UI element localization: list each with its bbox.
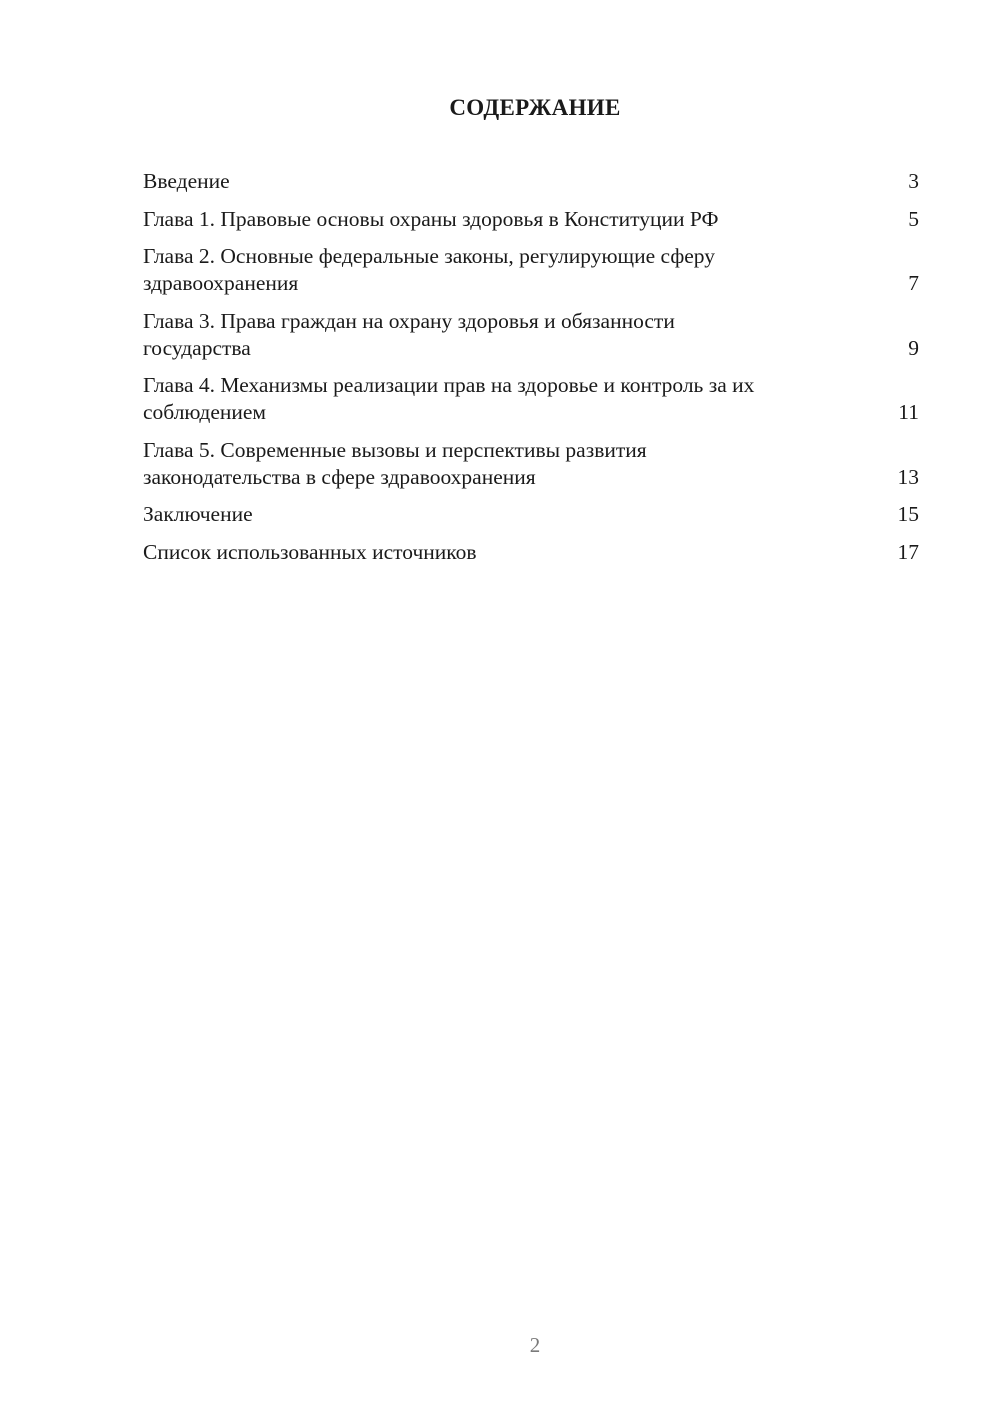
- toc-entry-page: 15: [897, 502, 919, 526]
- toc-entry-page: 7: [908, 271, 919, 295]
- toc-entry-page: 3: [908, 169, 919, 193]
- toc-entry-page: 11: [898, 400, 919, 424]
- toc-entry-page: 17: [897, 539, 919, 564]
- toc-entry-text: Глава 4. Механизмы реализации прав на здоровье и контроль за их соблюдением: [143, 373, 755, 424]
- toc-entry-chapter-1: [143, 206, 919, 233]
- toc-entry-text: Заключение: [143, 502, 253, 526]
- toc-entry-text: Глава 2. Основные федеральные законы, регулирующие сферу здравоохранения: [143, 244, 716, 295]
- toc-entry-text: Глава 5. Современные вызовы и перспективы развития законодательства в сфере здравоохранения: [143, 437, 647, 489]
- toc-entry-references: [143, 539, 919, 566]
- table-of-contents: [143, 168, 919, 576]
- toc-title: СОДЕРЖАНИЕ: [449, 95, 621, 120]
- toc-entry-text: Глава 1. Правовые основы охраны здоровья в Конституции РФ: [143, 206, 719, 231]
- toc-entry-page: 5: [908, 206, 919, 231]
- toc-entry-text: Введение: [143, 169, 230, 193]
- toc-entry-conclusion: [143, 501, 919, 528]
- toc-entry-chapter-2: [143, 243, 919, 297]
- toc-entry-text: Глава 3. Права граждан на охрану здоровья и обязанности государства: [143, 308, 675, 360]
- toc-entry-chapter-3: [143, 308, 919, 362]
- toc-entry-page: 13: [897, 464, 919, 489]
- page-number: 2: [529, 1333, 541, 1357]
- toc-entry-chapter-5: [143, 437, 919, 491]
- toc-entry-introduction: [143, 168, 919, 195]
- toc-entry-page: 9: [908, 335, 919, 360]
- toc-entry-chapter-4: [143, 372, 919, 426]
- toc-entry-text: Список использованных источников: [143, 539, 477, 564]
